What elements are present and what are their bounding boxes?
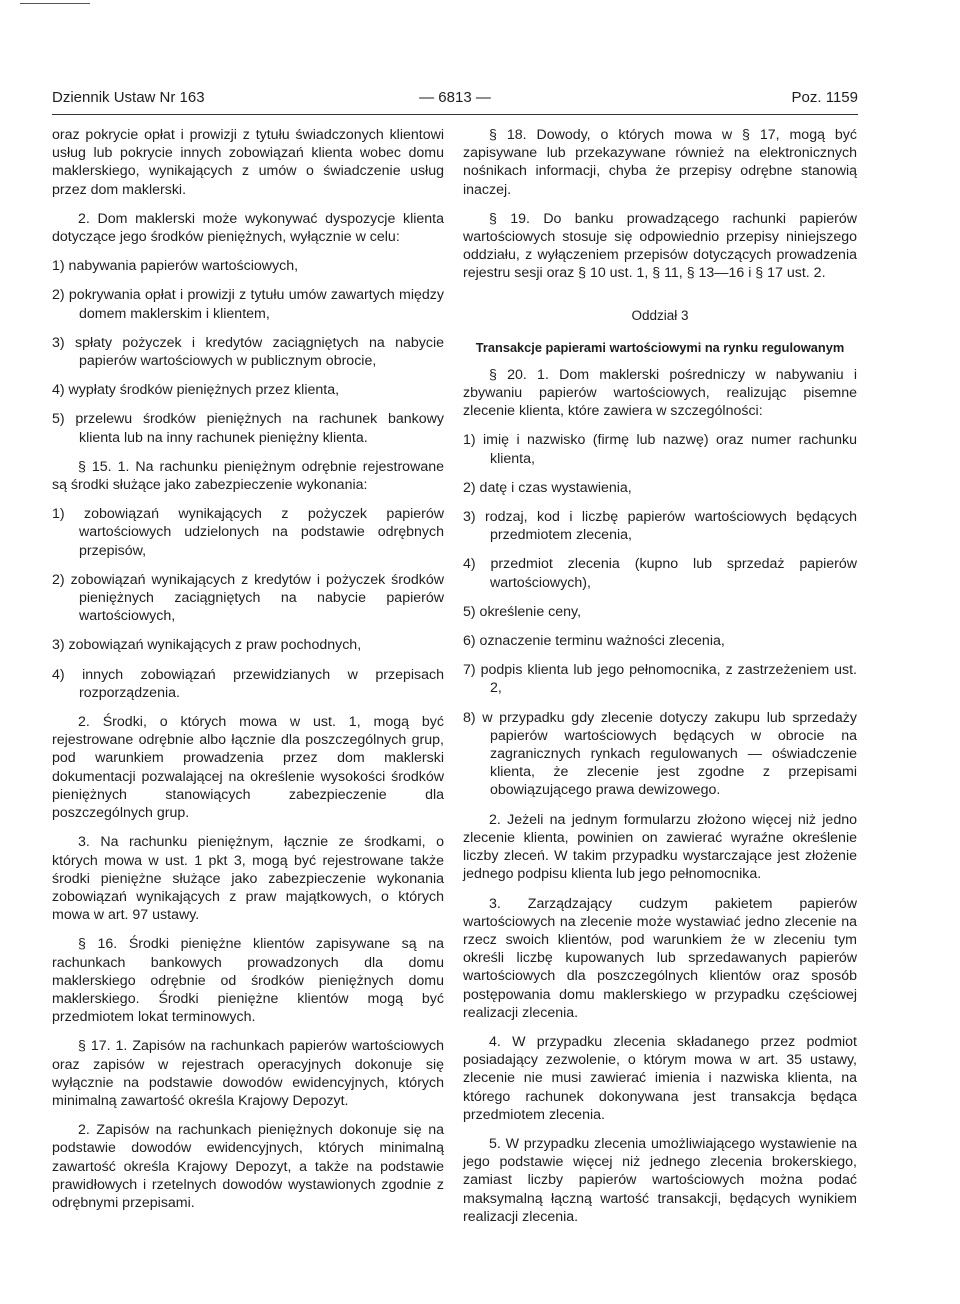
paragraph: 3. Zarządzający cudzym pakietem papierów wartościowych na zlecenie może wystawiać jedno zlecenie na rzecz swoich klientów, pod warunkiem że w zleceniu tym określi liczbę kupowanych lub sprzedawanych papierów wartościowych dla poszczególnych klientów oraz sposób postępowania domu maklerskiego w przypadku częściowej realizacji zlecenia. [463,895,857,1021]
list-item: 6) oznaczenie terminu ważności zlecenia, [463,633,725,650]
paragraph: § 17. 1. Zapisów na rachunkach papierów wartościowych oraz zapisów w rejestrach operacyjnych dokonuje się wyłącznie na podstawie dowodów ewidencyjnych, których minimalną zawartość określa Krajowy Depozyt. [52,1038,444,1109]
list-item: 8) w przypadku gdy zlecenie dotyczy zakupu lub sprzedaży papierów wartościowych będących w obrocie na zagranicznych rynkach regulowanych — oświadczenie klienta, że zlecenie jest zgodne z przepisami obowiązującego prawa dewizowego. [463,709,857,799]
header-divider [52,114,858,115]
section-label: Oddział 3 [631,307,689,323]
list-item: 4) innych zobowiązań przewidzianych w przepisach rozporządzenia. [52,666,444,701]
right-column [463,126,857,1237]
top-edge-rule [20,3,90,4]
paragraph: 2. Dom maklerski może wykonywać dyspozycje klienta dotyczące jego środków pieniężnych, wyłącznie w celu: [52,210,444,246]
paragraph: 2. Zapisów na rachunkach pieniężnych dokonuje się na podstawie dowodów ewidencyjnych, których minimalną zawartość określa Krajowy Depozyt, a także na podstawie prawidłowych i rzetelnych dowodów wystawionych zgodnie z odrębnymi przepisami. [52,1122,444,1211]
list-item: 2) zobowiązań wynikających z kredytów i pożyczek środków pieniężnych zaciągniętych na nabycie papierów wartościowych, [52,571,444,625]
list-item: 3) zobowiązań wynikających z praw pochodnych, [52,637,362,654]
paragraph-continuation: oraz pokrycie opłat i prowizji z tytułu świadczonych klientowi usług lub pokrycie innych zobowiązań klienta wobec domu maklerskiego, wynikających z umów o świadczenie usług przez dom maklerski. [52,127,444,198]
list-item: 5) przelewu środków pieniężnych na rachunek bankowy klienta lub na inny rachunek pieniężny klienta. [52,411,444,446]
list-item: 4) wypłaty środków pieniężnych przez klienta, [52,382,340,399]
paragraph: § 16. Środki pieniężne klientów zapisywane są na rachunkach bankowych prowadzonych dla domu maklerskiego odrębnie od środków pieniężnych domu maklerskiego. Środki pieniężne klientów mogą być przedmiotem lokat terminowych. [52,936,444,1026]
paragraph: 2. Środki, o których mowa w ust. 1, mogą być rejestrowane odrębnie albo łącznie dla poszczególnych grup, pod warunkiem prowadzenia przez dom maklerski dokumentacji pozwalającej na określenie wysokości środków pieniężnych stanowiących zabezpieczenie dla poszczególnych grup. [52,714,444,822]
list-item: 1) zobowiązań wynikających z pożyczek papierów wartościowych udzielonych na podstawie odrębnych przepisów, [52,506,444,559]
paragraph: 2. Jeżeli na jednym formularzu złożono więcej niż jedno zlecenie klienta, powinien on zawierać wyraźne określenie liczby zleceń. W takim przypadku wystarczające jest złożenie jednego podpisu klienta lub jego pełnomocnika. [463,811,857,883]
paragraph: § 19. Do banku prowadzącego rachunki papierów wartościowych stosuje się odpowiednio przepisy niniejszego oddziału, z wyłączeniem przepisów dotyczących prowadzenia rejestru sesji oraz § 10 ust. 1, § 11, § 13—16 i § 17 ust. 2. [463,210,857,282]
paragraph: 3. Na rachunku pieniężnym, łącznie ze środkami, o których mowa w ust. 1 pkt 3, mogą być rejestrowane także środki pieniężne służące jako zabezpieczenie wykonania zobowiązań wynikających z praw majątkowych, o których mowa w art. 97 ustawy. [52,834,444,924]
list-item: 5) określenie ceny, [463,603,582,620]
list-item: 2) pokrywania opłat i prowizji z tytułu umów zawartych między domem maklerskim i klientem, [52,287,444,322]
page-number: — 6813 — [419,89,491,106]
left-column [52,126,444,1223]
list-item: 7) podpis klienta lub jego pełnomocnika, z zastrzeżeniem ust. 2, [463,662,857,697]
position-number: Poz. 1159 [791,89,858,106]
list-item: 4) przedmiot zlecenia (kupno lub sprzedaż papierów wartościowych), [463,556,857,591]
paragraph: § 18. Dowody, o których mowa w § 17, mogą być zapisywane lub przekazywane również na elektronicznych nośnikach informacji, chyba że przepisy odrębne stanowią inaczej. [463,127,857,198]
journal-title: Dziennik Ustaw Nr 163 [52,89,205,106]
paragraph: 5. W przypadku zlecenia umożliwiającego wystawienie na jego podstawie więcej niż jednego zlecenia brokerskiego, zamiast liczby papierów wartościowych można podać maksymalną łączną wartość transakcji, będących wynikiem realizacji zlecenia. [463,1135,857,1225]
list-item: 1) imię i nazwisko (firmę lub nazwę) oraz numer rachunku klienta, [463,432,857,467]
paragraph: § 20. 1. Dom maklerski pośredniczy w nabywaniu i zbywaniu papierów wartościowych, realizując pisemne zlecenie klienta, które zawiera w szczególności: [463,366,857,420]
section-heading: Transakcje papierami wartościowymi na rynku regulowanym [475,339,845,355]
paragraph: 4. W przypadku zlecenia składanego przez podmiot posiadający zezwolenie, o którym mowa w art. 35 ustawy, zlecenie nie musi zawierać imienia i nazwiska klienta, na którego rachunek dokonywana jest transakcja będąca przedmiotem zlecenia. [463,1033,857,1123]
page-header [52,88,858,110]
list-item: 2) datę i czas wystawienia, [463,479,632,496]
list-item: 3) spłaty pożyczek i kredytów zaciągniętych na nabycie papierów wartościowych w publicznym obrocie, [52,334,444,370]
list-item: 1) nabywania papierów wartościowych, [52,258,299,275]
list-item: 3) rodzaj, kod i liczbę papierów wartościowych będących przedmiotem zlecenia, [463,509,857,544]
paragraph: § 15. 1. Na rachunku pieniężnym odrębnie rejestrowane są środki służące jako zabezpieczenie wykonania: [52,458,444,494]
